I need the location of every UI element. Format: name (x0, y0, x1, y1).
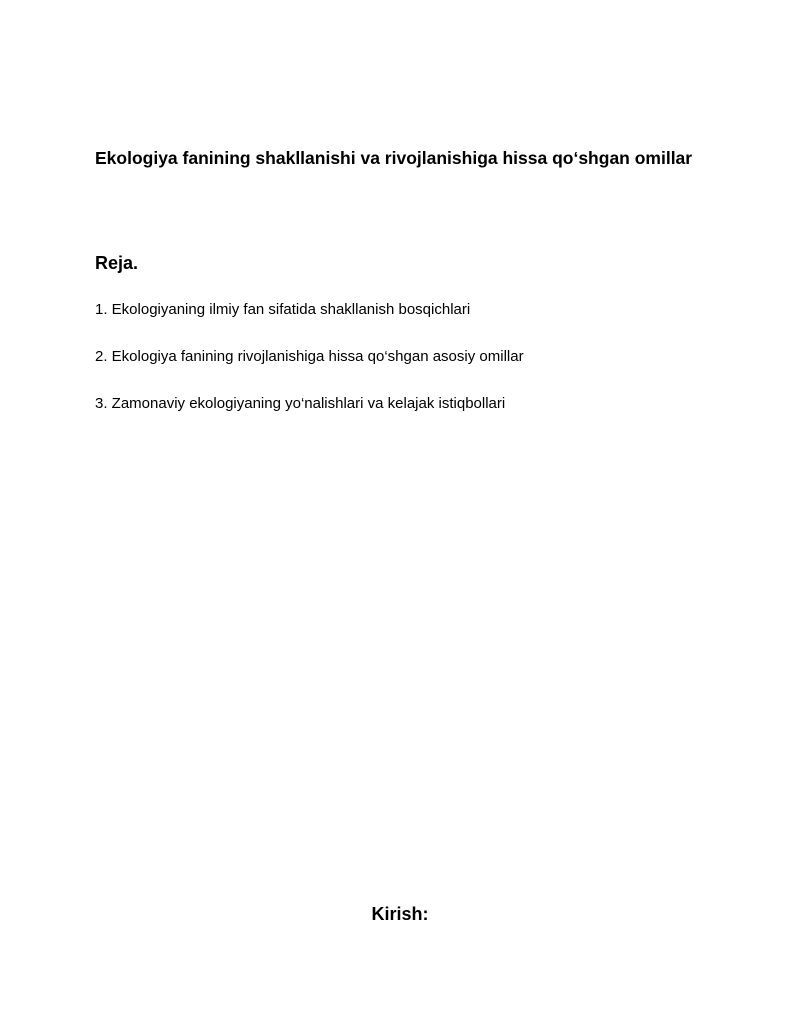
plan-heading: Reja. (95, 253, 139, 273)
plan-item-2: 2. Ekologiya fanining rivojlanishiga hissa qo‘shgan asosiy omillar (95, 348, 524, 365)
document-title: Ekologiya fanining shakllanishi va rivojlanishiga hissa qo‘shgan omillar (95, 148, 693, 168)
plan-item-3: 3. Zamonaviy ekologiyaning yo‘nalishlari va kelajak istiqbollari (95, 395, 506, 412)
plan-item-1: 1. Ekologiyaning ilmiy fan sifatida shakllanish bosqichlari (95, 301, 471, 318)
plan-list (95, 300, 524, 441)
introduction-heading: Kirish: (371, 904, 429, 924)
